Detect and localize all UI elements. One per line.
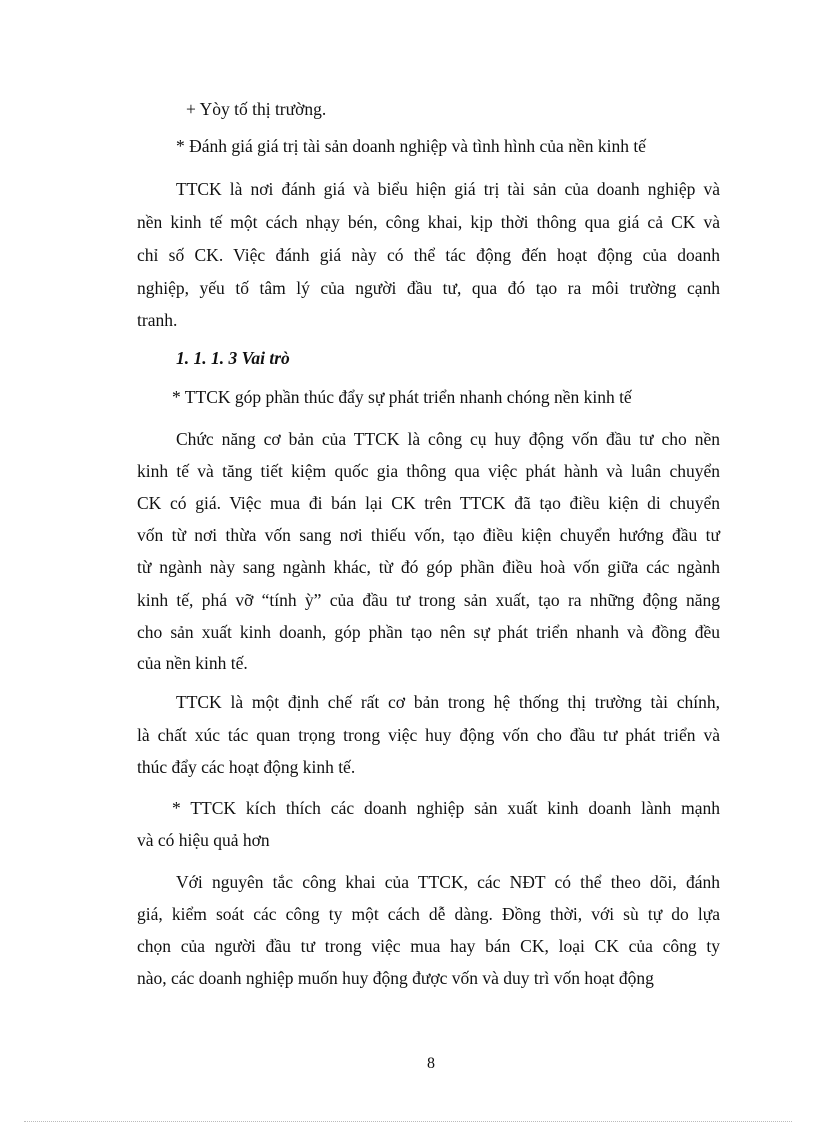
- text-line: + Yòy tố thị trường.: [186, 99, 327, 119]
- text-line: nào, các doanh nghiệp muốn huy động được vốn và duy trì vốn hoạt động: [137, 968, 654, 988]
- page-number: 8: [427, 1055, 435, 1072]
- text-line: tranh.: [137, 310, 178, 330]
- text-line: thúc đẩy các hoạt động kinh tế.: [137, 757, 356, 777]
- page-bottom-divider: [24, 1121, 792, 1122]
- text-line: chọn của người đầu tư trong việc mua hay bán CK, loại CK của công ty: [137, 936, 720, 956]
- text-line: chỉ số CK. Việc đánh giá này có thể tác động đến hoạt động của doanh: [137, 245, 720, 265]
- text-line: từ ngành này sang ngành khác, từ đó góp phần điều hoà vốn giữa các ngành: [137, 557, 720, 577]
- section-heading: và có hiệu quả hơn: [137, 830, 270, 850]
- text-line: nền kinh tế một cách nhạy bén, công khai, kịp thời thông qua giá cả CK và: [137, 212, 720, 232]
- text-line: giá, kiểm soát các công ty một cách dễ dàng. Đồng thời, với sù tự do lựa: [137, 904, 720, 924]
- text-line: TTCK là một định chế rất cơ bản trong hệ thống thị trường tài chính,: [176, 692, 720, 712]
- text-line: TTCK là nơi đánh giá và biểu hiện giá trị tài sản của doanh nghiệp và: [176, 179, 720, 199]
- text-line: nghiệp, yếu tố tâm lý của người đầu tư, qua đó tạo ra môi trường cạnh: [137, 278, 720, 298]
- text-line: vốn từ nơi thừa vốn sang nơi thiếu vốn, tạo điều kiện chuyển hướng đầu tư: [137, 525, 720, 545]
- text-line: là chất xúc tác quan trọng trong việc huy động vốn cho đầu tư phát triển và: [137, 725, 720, 745]
- text-line: kinh tế và tăng tiết kiệm quốc gia thông qua việc phát hành và luân chuyển: [137, 461, 720, 481]
- section-heading: * TTCK góp phần thúc đẩy sự phát triển nhanh chóng nền kinh tế: [172, 387, 632, 407]
- section-heading: * Đánh giá giá trị tài sản doanh nghiệp và tình hình của nền kinh tế: [176, 136, 646, 156]
- section-heading: * TTCK kích thích các doanh nghiệp sản xuất kinh doanh lành mạnh: [172, 798, 720, 818]
- text-line: Với nguyên tắc công khai của TTCK, các NĐT có thể theo dõi, đánh: [176, 872, 720, 892]
- text-line: của nền kinh tế.: [137, 653, 248, 673]
- text-line: CK có giá. Việc mua đi bán lại CK trên TTCK đã tạo điều kiện di chuyển: [137, 493, 720, 513]
- text-line: Chức năng cơ bản của TTCK là công cụ huy động vốn đầu tư cho nền: [176, 429, 720, 449]
- subsection-title: 1. 1. 1. 3 Vai trò: [176, 348, 290, 368]
- text-line: cho sản xuất kinh doanh, góp phần tạo nên sự phát triển nhanh và đồng đều: [137, 622, 720, 642]
- text-line: kinh tế, phá vỡ “tính ỳ” của đầu tư trong sản xuất, tạo ra những động năng: [137, 590, 720, 610]
